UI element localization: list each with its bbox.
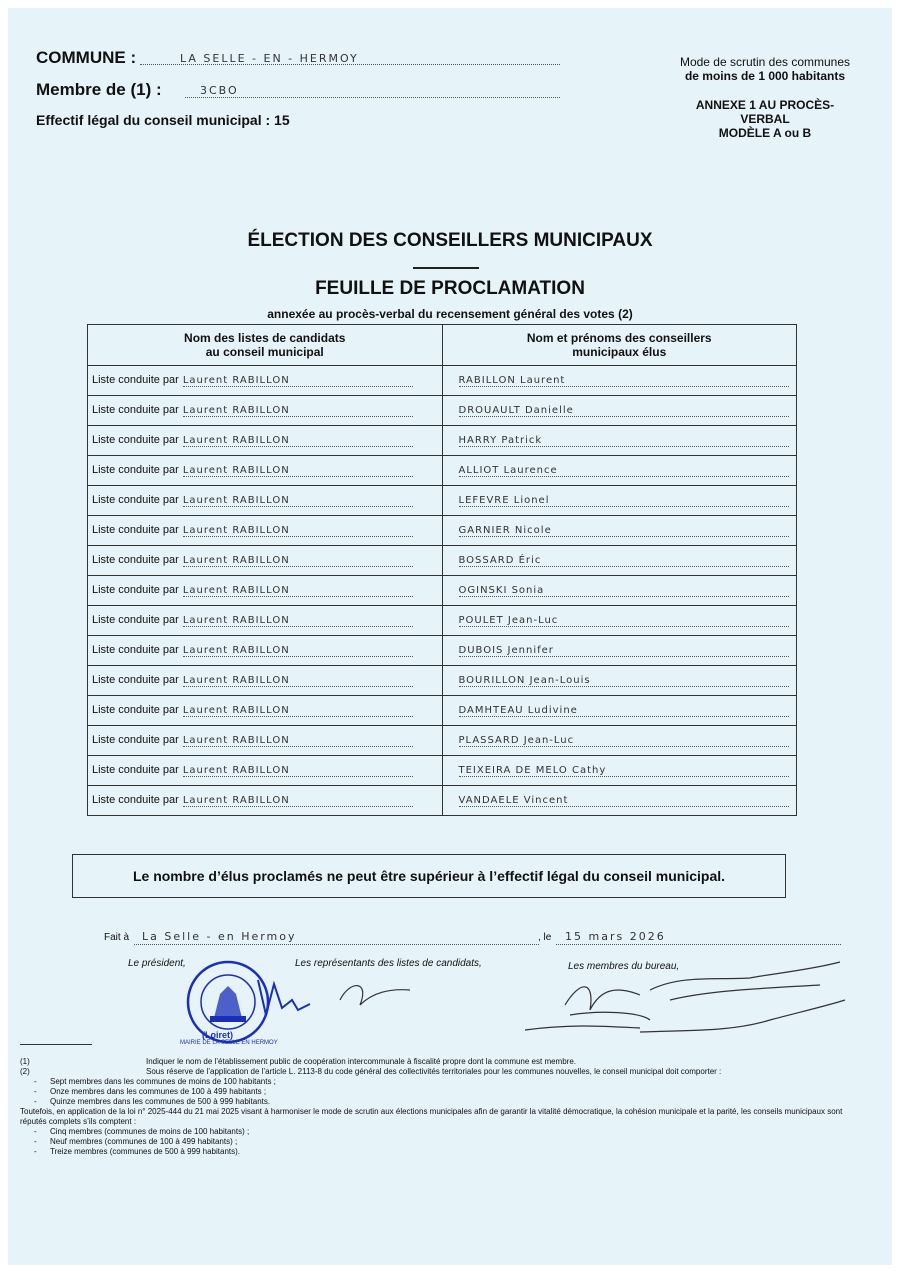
elected-member-name: VANDAELE Vincent	[459, 795, 789, 807]
footnote-divider	[20, 1044, 92, 1045]
fait-value: La Selle - en Hermoy	[142, 930, 297, 943]
list-cell	[88, 576, 443, 606]
le-label: , le	[538, 932, 552, 943]
list-leader-name: Laurent RABILLON	[183, 615, 413, 627]
elected-member-name: DROUAULT Danielle	[459, 405, 789, 417]
list-cell	[88, 456, 443, 486]
signatures-area	[170, 960, 850, 1050]
list-prefix: Liste conduite par	[92, 644, 179, 656]
list-prefix: Liste conduite par	[92, 794, 179, 806]
list-cell	[88, 756, 443, 786]
list-prefix: Liste conduite par	[92, 674, 179, 686]
bureau-signature-3	[525, 1000, 845, 1032]
elected-member-name: GARNIER Nicole	[459, 525, 789, 537]
president-signature	[258, 980, 310, 1015]
membres-label: Les membres du bureau,	[568, 961, 680, 972]
list-leader-name: Laurent RABILLON	[183, 525, 413, 537]
elected-cell	[442, 636, 797, 666]
elected-cell	[442, 576, 797, 606]
footnote-2-text: Sous réserve de l’application de l’article L. 2113-8 du code général des collectivités territoriales pour les communes nouvelles, le conseil municipal doit comporter :	[146, 1067, 722, 1076]
main-title: ÉLECTION DES CONSEILLERS MUNICIPAUX	[247, 230, 653, 251]
representants-label: Les représentants des listes de candidats,	[295, 958, 482, 969]
list-cell	[88, 486, 443, 516]
table-row	[88, 396, 797, 426]
list-leader-name: Laurent RABILLON	[183, 735, 413, 747]
mode-scrutin: Mode de scrutin des communes de moins de 1 000 habitants	[679, 55, 851, 83]
list-prefix: Liste conduite par	[92, 374, 179, 386]
list-prefix: Liste conduite par	[92, 554, 179, 566]
elected-member-name: TEIXEIRA DE MELO Cathy	[459, 765, 789, 777]
footnote-toutefois: Toutefois, en application de la loi n° 2025-444 du 21 mai 2025 visant à harmoniser le mode de scrutin aux élections municipales afin de garantir la vitalité démocratique, la cohésion municipale et la parité, les conseils municipaux sont réputés complets s’ils comptent :	[20, 1107, 843, 1126]
list-leader-name: Laurent RABILLON	[183, 435, 413, 447]
elected-cell	[442, 396, 797, 426]
le-value: 15 mars 2026	[565, 930, 666, 943]
list-cell	[88, 396, 443, 426]
table-row	[88, 786, 797, 816]
elected-cell	[442, 696, 797, 726]
membre-label: Membre de (1) :	[36, 80, 162, 99]
footnote-2-marker: (2)	[20, 1067, 30, 1076]
list-prefix: Liste conduite par	[92, 404, 179, 416]
title-divider	[413, 267, 479, 269]
elected-cell	[442, 456, 797, 486]
list-leader-name: Laurent RABILLON	[183, 585, 413, 597]
elected-cell	[442, 726, 797, 756]
elected-member-name: RABILLON Laurent	[459, 375, 789, 387]
president-label: Le président,	[128, 958, 186, 969]
list-cell	[88, 636, 443, 666]
list-cell	[88, 726, 443, 756]
elected-member-name: DAMHTEAU Ludivine	[459, 705, 789, 717]
list-leader-name: Laurent RABILLON	[183, 795, 413, 807]
table-header-row	[88, 325, 797, 366]
elected-cell	[442, 486, 797, 516]
elected-member-name: BOSSARD Éric	[459, 555, 789, 567]
membre-value: 3CBO	[200, 84, 239, 97]
elected-member-name: DUBOIS Jennifer	[459, 645, 789, 657]
elected-member-name: POULET Jean-Luc	[459, 615, 789, 627]
fait-label: Fait à	[104, 932, 130, 943]
sub-title: FEUILLE DE PROCLAMATION	[315, 278, 585, 299]
list-cell	[88, 696, 443, 726]
proclamation-table	[87, 324, 797, 816]
elected-member-name: OGINSKI Sonia	[459, 585, 789, 597]
elected-cell	[442, 666, 797, 696]
table-row	[88, 516, 797, 546]
list-prefix: Liste conduite par	[92, 734, 179, 746]
table-row	[88, 666, 797, 696]
elected-cell	[442, 366, 797, 396]
annexe-label: ANNEXE 1 AU PROCÈS- VERBAL MODÈLE A ou B	[695, 98, 835, 140]
list-leader-name: Laurent RABILLON	[183, 555, 413, 567]
list-cell	[88, 426, 443, 456]
list-leader-name: Laurent RABILLON	[183, 705, 413, 717]
list-leader-name: Laurent RABILLON	[183, 675, 413, 687]
stamp-text: MAIRIE DE LA SELLE EN HERMOY	[180, 1040, 278, 1046]
elected-member-name: PLASSARD Jean-Luc	[459, 735, 789, 747]
bureau-signature-2	[650, 962, 840, 1000]
bureau-signature-1	[565, 987, 650, 1020]
annex-subtitle: annexée au procès-verbal du recensement général des votes (2)	[267, 307, 633, 321]
list-cell	[88, 786, 443, 816]
elected-member-name: BOURILLON Jean-Louis	[459, 675, 789, 687]
list-leader-name: Laurent RABILLON	[183, 765, 413, 777]
list-cell	[88, 606, 443, 636]
elected-cell	[442, 756, 797, 786]
col-header-elected: Nom et prénoms des conseillers municipaux élus	[442, 325, 797, 366]
list-leader-name: Laurent RABILLON	[183, 405, 413, 417]
footnote-bullet: - Cinq membres (communes de moins de 100 habitants) ;	[34, 1127, 250, 1136]
list-leader-name: Laurent RABILLON	[183, 495, 413, 507]
stamp-sub-label: (Loiret)	[202, 1030, 233, 1040]
list-prefix: Liste conduite par	[92, 614, 179, 626]
elected-member-name: ALLIOT Laurence	[459, 465, 789, 477]
elected-cell	[442, 786, 797, 816]
table-row	[88, 696, 797, 726]
footnote-bullet: - Treize membres (communes de 500 à 999 habitants).	[34, 1147, 241, 1156]
list-prefix: Liste conduite par	[92, 494, 179, 506]
elected-cell	[442, 546, 797, 576]
list-leader-name: Laurent RABILLON	[183, 375, 413, 387]
footnote-bullet: - Onze membres dans les communes de 100 à 499 habitants ;	[34, 1087, 267, 1096]
elected-cell	[442, 426, 797, 456]
list-cell	[88, 546, 443, 576]
elected-member-name: LEFEVRE Lionel	[459, 495, 789, 507]
list-prefix: Liste conduite par	[92, 764, 179, 776]
list-prefix: Liste conduite par	[92, 584, 179, 596]
commune-label: COMMUNE :	[36, 48, 137, 67]
table-row	[88, 366, 797, 396]
table-row	[88, 756, 797, 786]
commune-value: LA SELLE - EN - HERMOY	[180, 52, 359, 65]
list-leader-name: Laurent RABILLON	[183, 465, 413, 477]
list-prefix: Liste conduite par	[92, 524, 179, 536]
list-leader-name: Laurent RABILLON	[183, 645, 413, 657]
table-row	[88, 606, 797, 636]
effectif-label: Effectif légal du conseil municipal : 15	[36, 112, 290, 128]
table-row	[88, 576, 797, 606]
elected-member-name: HARRY Patrick	[459, 435, 789, 447]
table-row	[88, 636, 797, 666]
footnote-bullet: - Sept membres dans les communes de moins de 100 habitants ;	[34, 1077, 276, 1086]
col-header-lists: Nom des listes de candidats au conseil municipal	[88, 325, 443, 366]
list-prefix: Liste conduite par	[92, 464, 179, 476]
notice-box: Le nombre d’élus proclamés ne peut être supérieur à l’effectif légal du conseil municipal.	[72, 854, 786, 898]
list-cell	[88, 666, 443, 696]
list-cell	[88, 516, 443, 546]
table-row	[88, 726, 797, 756]
table-row	[88, 546, 797, 576]
elected-cell	[442, 606, 797, 636]
representant-signature	[340, 986, 410, 1005]
footnote-1-text: Indiquer le nom de l’établissement public de coopération intercommunale à fiscalité propre dont la commune est membre.	[146, 1057, 577, 1066]
list-prefix: Liste conduite par	[92, 704, 179, 716]
list-cell	[88, 366, 443, 396]
list-prefix: Liste conduite par	[92, 434, 179, 446]
table-row	[88, 456, 797, 486]
table-row	[88, 426, 797, 456]
elected-cell	[442, 516, 797, 546]
footnote-1-marker: (1)	[20, 1057, 30, 1066]
footnote-bullet: - Quinze membres dans les communes de 500 à 999 habitants.	[34, 1097, 271, 1106]
footnote-bullet: - Neuf membres (communes de 100 à 499 habitants) ;	[34, 1137, 238, 1146]
table-row	[88, 486, 797, 516]
